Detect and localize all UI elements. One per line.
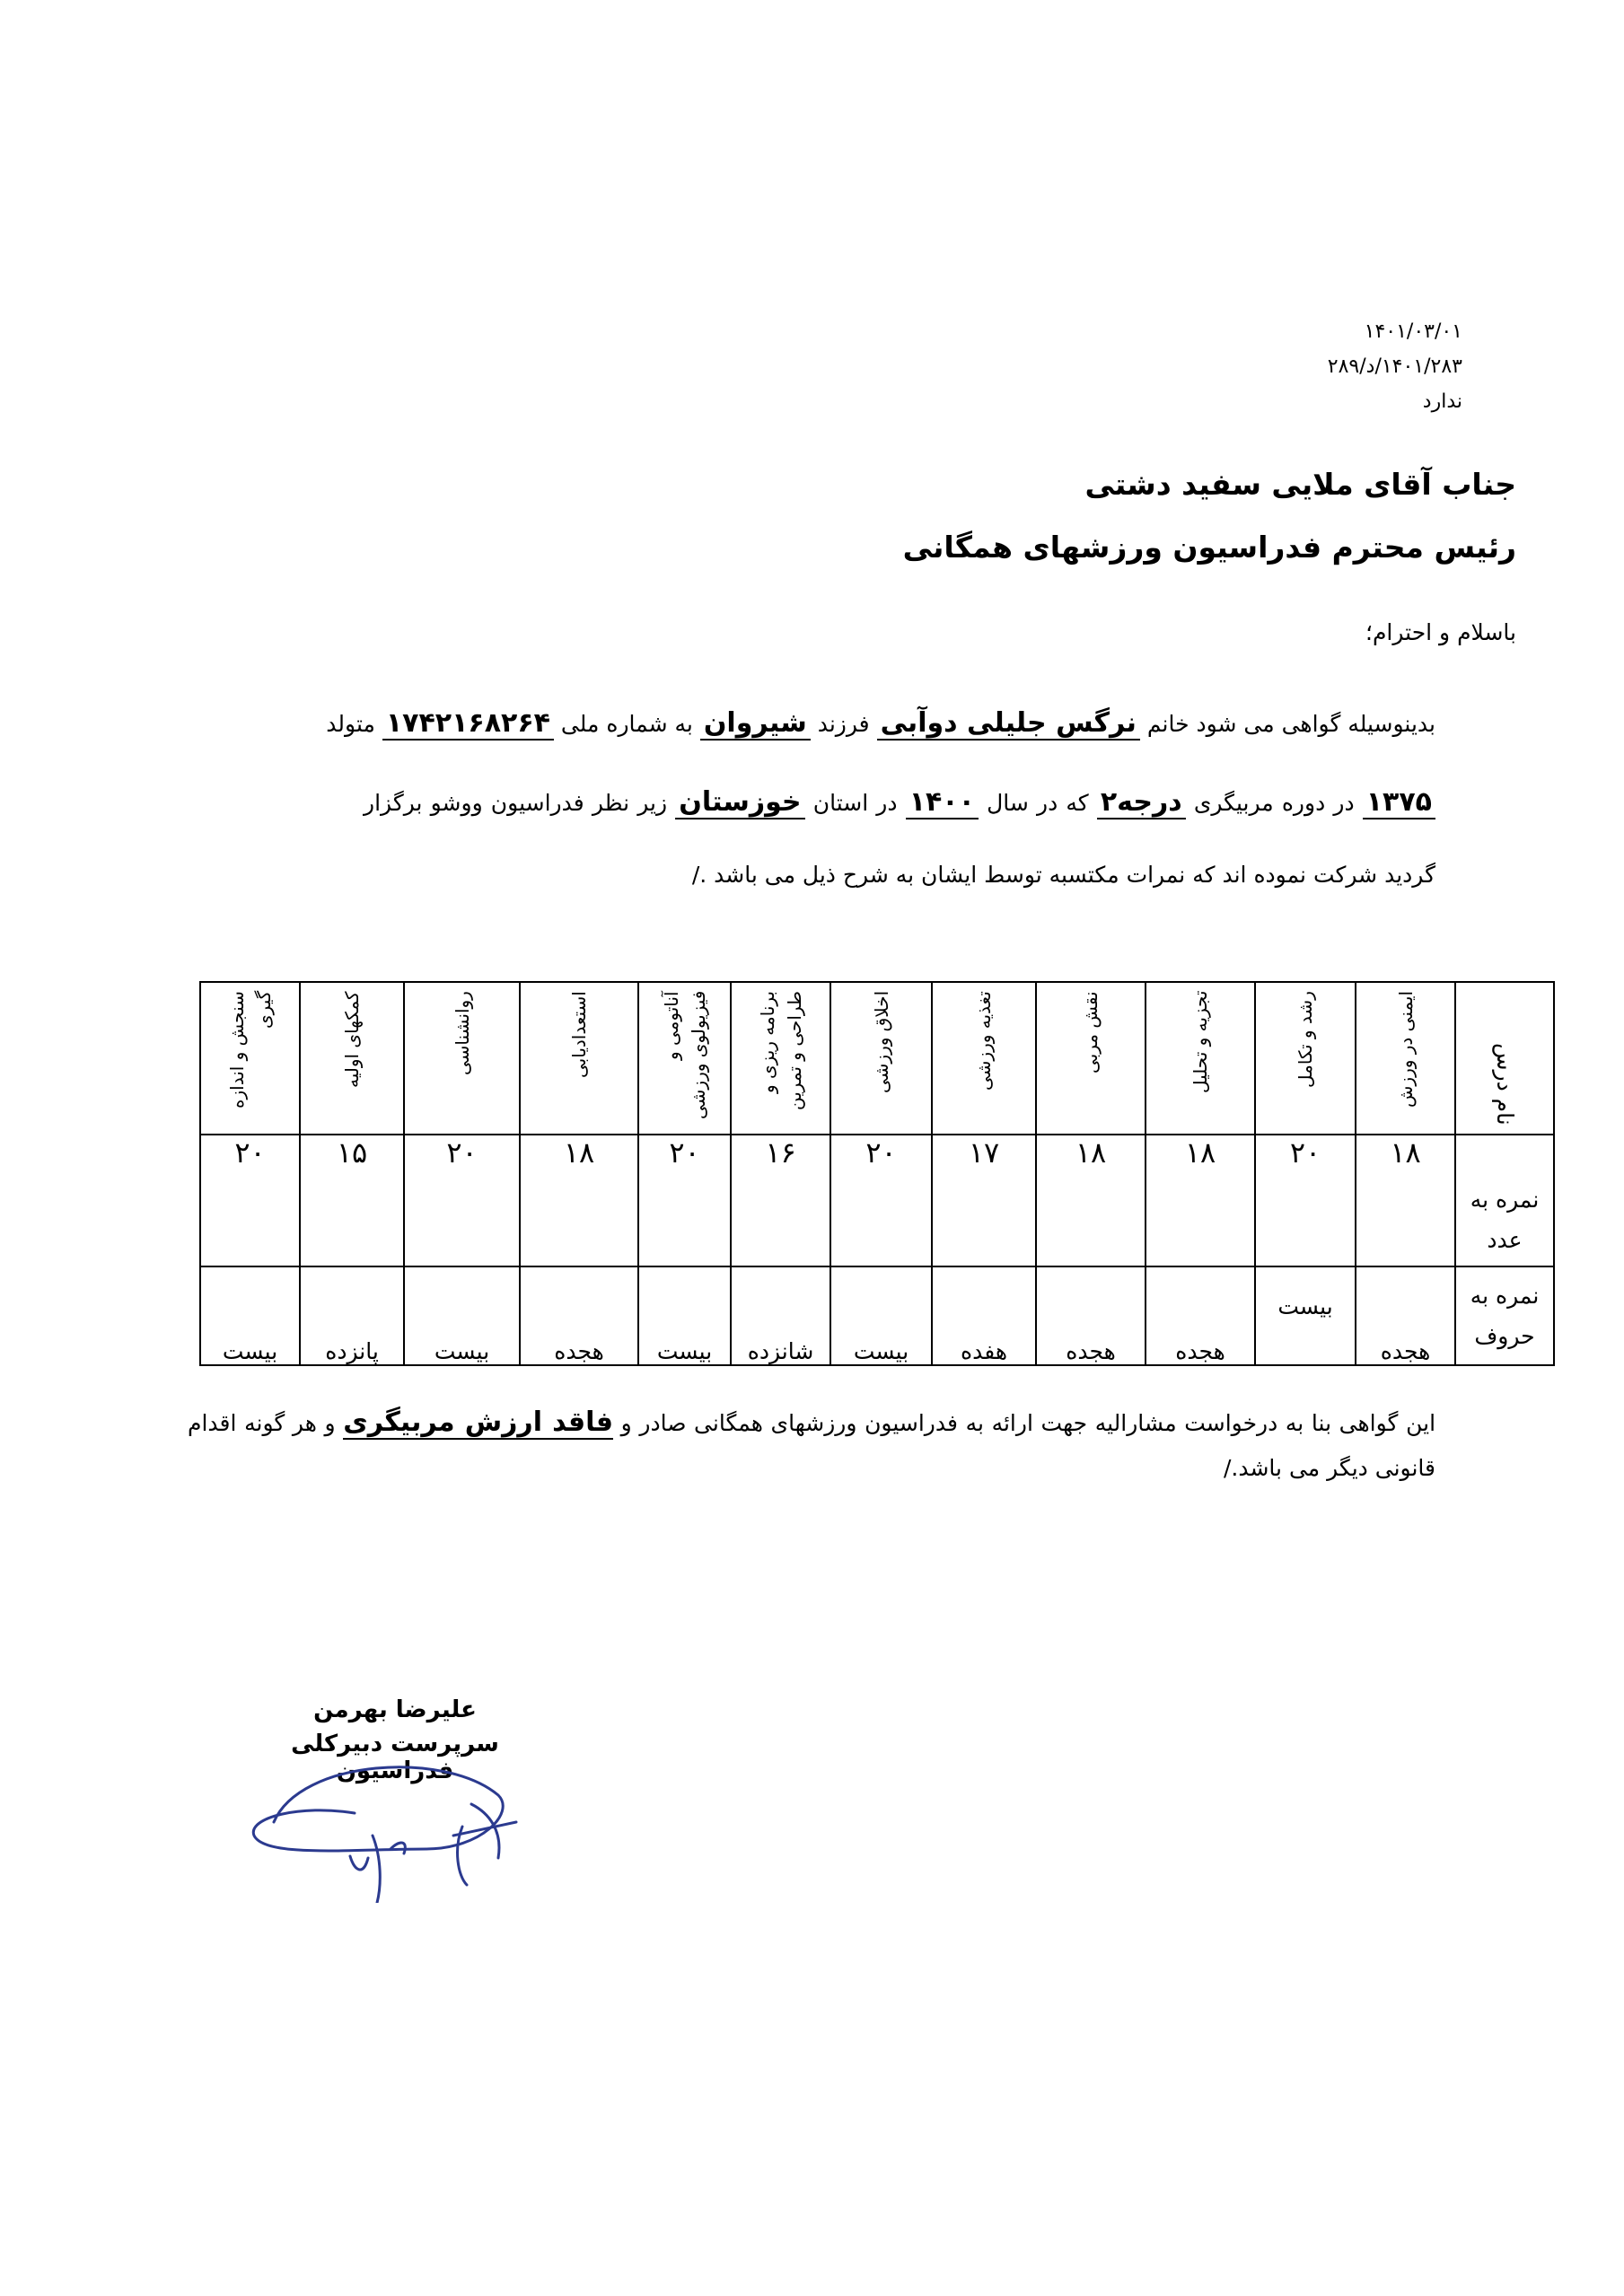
grade-word: بیست bbox=[638, 1266, 731, 1365]
subject-name: ایمنی در ورزش bbox=[1356, 982, 1455, 1135]
body-line-2 bbox=[364, 786, 1435, 818]
body-text: متولد bbox=[326, 711, 375, 737]
signature-block bbox=[247, 1696, 543, 1903]
grade-number: ۱۸ bbox=[1036, 1135, 1146, 1266]
grades-table bbox=[199, 981, 1555, 1366]
letter-date: ۱۴۰۱/۰۳/۰۱ bbox=[1364, 320, 1462, 343]
subject-name: استعدادیابی bbox=[520, 982, 638, 1135]
closing-paragraph bbox=[188, 1400, 1435, 1491]
closing-text: این گواهی بنا به درخواست مشارالیه جهت ارائه به فدراسیون ورزشهای همگانی صادر و bbox=[620, 1410, 1436, 1436]
recipient-title: رئیس محترم فدراسیون ورزشهای همگانی bbox=[902, 530, 1516, 565]
word-row-label: نمره به حروف bbox=[1455, 1266, 1554, 1365]
subject-name: روانشناسی bbox=[404, 982, 520, 1135]
grade-word: شانزده bbox=[731, 1266, 830, 1365]
grade-number: ۱۸ bbox=[1356, 1135, 1455, 1266]
grade-word: پانزده bbox=[300, 1266, 404, 1365]
subject-name: نقش مربی bbox=[1036, 982, 1146, 1135]
grade-number: ۲۰ bbox=[200, 1135, 300, 1266]
person-name: نرگس جلیلی دوآبی bbox=[877, 707, 1140, 741]
subject-row bbox=[200, 982, 1554, 1135]
grade-word: هجده bbox=[1356, 1266, 1455, 1365]
grade-word: هجده bbox=[1036, 1266, 1146, 1365]
closing-emphasis: فاقد ارزش مربیگری bbox=[343, 1407, 613, 1438]
grade-number: ۱۵ bbox=[300, 1135, 404, 1266]
body-text: زیر نظر فدراسیون ووشو برگزار bbox=[364, 790, 668, 816]
body-text: که در سال bbox=[987, 790, 1089, 816]
father-name: شیروان bbox=[700, 707, 811, 741]
recipient-block bbox=[903, 467, 1516, 565]
body-text: بدینوسیله گواهی می شود خانم bbox=[1146, 711, 1435, 737]
closing-text: و هر گونه اقدام قانونی دیگر می باشد./ bbox=[188, 1410, 1435, 1481]
numeric-grade-row bbox=[200, 1135, 1554, 1266]
grade-word: هفده bbox=[932, 1266, 1036, 1365]
body-text: در دوره مربیگری bbox=[1193, 790, 1355, 816]
letter-attachment: ندارد bbox=[1422, 390, 1462, 413]
grade-number: ۱۷ bbox=[932, 1135, 1036, 1266]
grade-number: ۱۸ bbox=[1146, 1135, 1255, 1266]
signer-name: علیرضا بهرمن bbox=[313, 1696, 477, 1723]
grade-word: هجده bbox=[1146, 1266, 1255, 1365]
word-grade-row bbox=[200, 1266, 1554, 1365]
grade-word: بیست bbox=[1255, 1266, 1356, 1365]
grade-number: ۱۸ bbox=[520, 1135, 638, 1266]
body-text: فرزند bbox=[817, 711, 870, 737]
subject-name: آناتومی و فیزیولوی ورزشی bbox=[638, 982, 731, 1135]
subject-name: کمکهای اولیه bbox=[300, 982, 404, 1135]
letter-number: ۱۴۰۱/۲۸۳/د/۲۸۹ bbox=[1327, 355, 1462, 378]
subject-header-label: نام درس bbox=[1455, 982, 1554, 1135]
subject-name: برنامه ریزی و طراحی و تمرین bbox=[731, 982, 830, 1135]
subject-name: اخلاق ورزشی bbox=[830, 982, 932, 1135]
body-line-3: گردید شرکت نموده اند که نمرات مکتسبه توسط ایشان به شرح ذیل می باشد ./ bbox=[691, 862, 1435, 888]
recipient-name: جناب آقای ملایی سفید دشتی bbox=[1084, 467, 1516, 502]
coach-level: درجه۲ bbox=[1097, 786, 1186, 819]
letter-meta bbox=[1328, 314, 1462, 419]
subject-name: رشد و تکامل bbox=[1255, 982, 1356, 1135]
grade-word: بیست bbox=[200, 1266, 300, 1365]
signer-role: سرپرست دبیرکلی فدراسیون bbox=[291, 1731, 499, 1784]
body-text: در استان bbox=[812, 790, 898, 816]
body-line-1 bbox=[179, 707, 1435, 739]
handwritten-signature bbox=[247, 1750, 543, 1903]
grade-word: هجده bbox=[520, 1266, 638, 1365]
subject-name: تجزیه و تحلیل bbox=[1146, 982, 1255, 1135]
body-text: به شماره ملی bbox=[560, 711, 693, 737]
national-id: ۱۷۴۲۱۶۸۲۶۴ bbox=[382, 707, 554, 741]
grade-number: ۲۰ bbox=[1255, 1135, 1356, 1266]
subject-name: سنجش و اندازه گیری bbox=[200, 982, 300, 1135]
course-year: ۱۴۰۰ bbox=[906, 786, 979, 819]
grade-word: بیست bbox=[404, 1266, 520, 1365]
subject-name: تغذیه ورزشی bbox=[932, 982, 1036, 1135]
numeric-row-label: نمره به عدد bbox=[1455, 1135, 1554, 1266]
grade-number: ۲۰ bbox=[830, 1135, 932, 1266]
salutation: باسلام و احترام؛ bbox=[1365, 619, 1516, 645]
grade-number: ۲۰ bbox=[638, 1135, 731, 1266]
province: خوزستان bbox=[675, 786, 804, 819]
birth-year: ۱۳۷۵ bbox=[1363, 786, 1435, 819]
grade-word: بیست bbox=[830, 1266, 932, 1365]
grade-number: ۱۶ bbox=[731, 1135, 830, 1266]
grade-number: ۲۰ bbox=[404, 1135, 520, 1266]
